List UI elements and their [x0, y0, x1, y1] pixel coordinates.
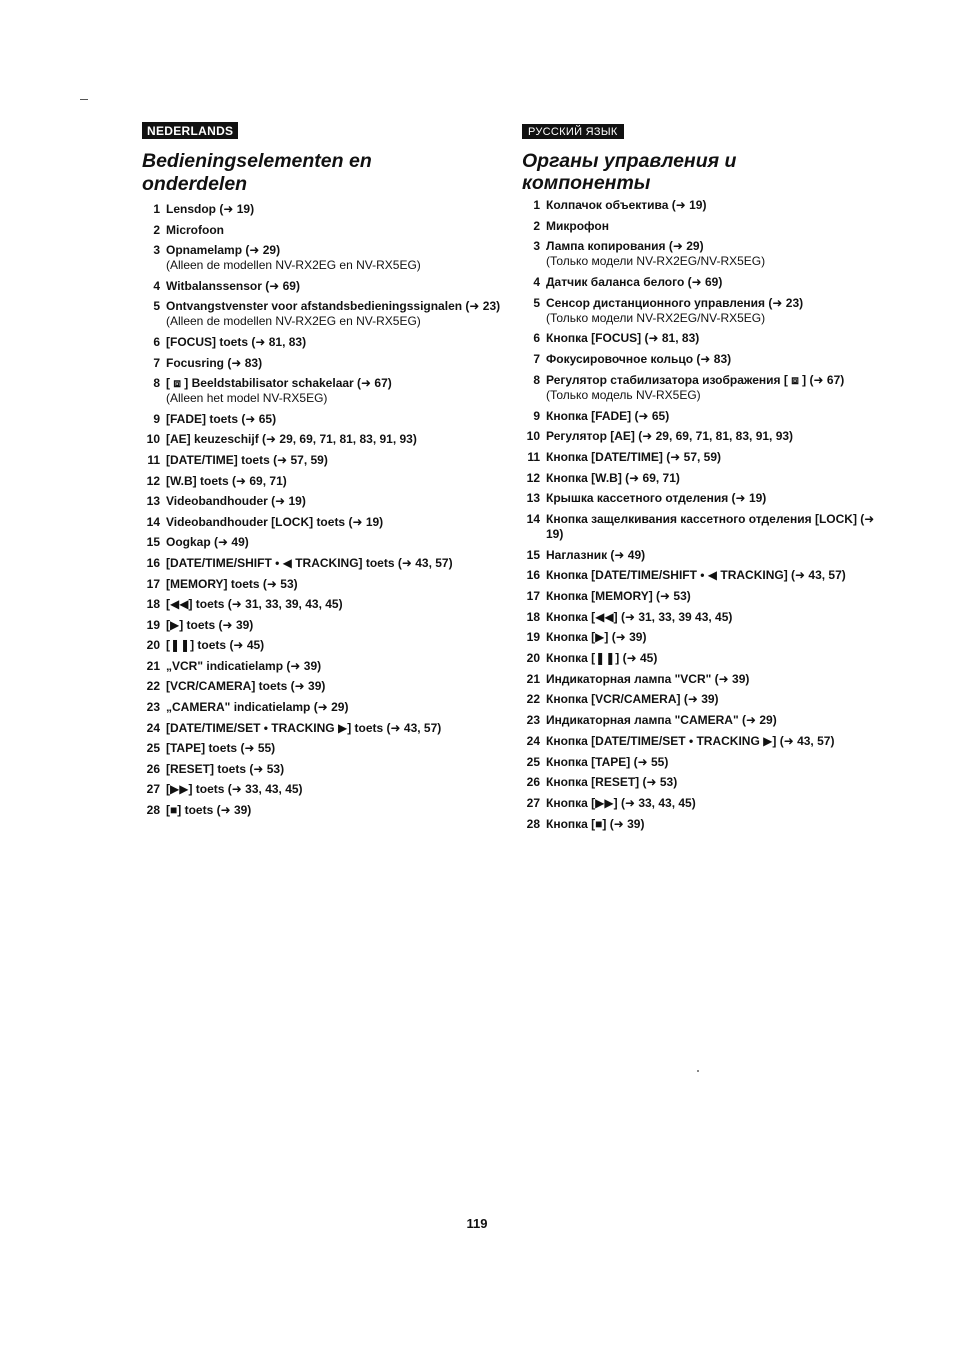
item-number: 28 [526, 816, 540, 831]
item-number: 6 [533, 331, 540, 346]
list-item [142, 356, 502, 371]
scan-mark [80, 99, 88, 100]
item-body [546, 409, 882, 424]
list-item [142, 762, 502, 777]
item-number: 26 [526, 775, 540, 790]
item-text: Кнопка [▶▶] (➜ 33, 43, 45) [546, 795, 696, 810]
item-number: 1 [153, 202, 160, 216]
item-text: Фокусировочное кольцо (➜ 83) [546, 352, 732, 367]
item-body [546, 692, 882, 707]
item-body [546, 568, 882, 583]
item-text: Videobandhouder [LOCK] toets (➜ 19) [166, 514, 384, 529]
list-item [522, 491, 882, 506]
list-item [522, 275, 882, 290]
list-item [142, 577, 502, 592]
item-body [166, 597, 502, 612]
item-text: Opnamelamp (➜ 29) [166, 243, 281, 258]
item-text: „VCR" indicatielamp (➜ 39) [166, 658, 322, 673]
list-item [142, 618, 502, 633]
title-line-2: onderdelen [142, 173, 248, 195]
item-number: 18 [146, 597, 160, 612]
item-number: 19 [526, 630, 540, 645]
item-note: (Alleen het model NV-RX5EG) [166, 391, 328, 406]
item-number: 20 [526, 651, 540, 666]
item-number: 22 [526, 692, 540, 707]
list-item [142, 535, 502, 550]
list-item [522, 239, 882, 269]
item-body [546, 775, 882, 790]
list-item [142, 474, 502, 489]
item-body [166, 700, 502, 715]
item-text: [❚❚] toets (➜ 45) [166, 638, 265, 653]
title-line-1: Bedieningselementen en [142, 150, 372, 172]
item-text: Кнопка [VCR/CAMERA] (➜ 39) [546, 692, 719, 707]
list-item [522, 331, 882, 346]
item-body [546, 651, 882, 666]
list-item [522, 548, 882, 563]
item-text: [DATE/TIME] toets (➜ 57, 59) [166, 452, 328, 467]
item-text: [VCR/CAMERA] toets (➜ 39) [166, 679, 326, 694]
section-title-ru [522, 150, 882, 194]
item-body [546, 713, 882, 728]
title-line-2: компоненты [522, 172, 651, 194]
item-number: 16 [146, 555, 160, 570]
russian-column [522, 122, 882, 837]
item-note: (Только модели NV-RX2EG/NV-RX5EG) [546, 310, 766, 325]
item-number: 23 [146, 700, 160, 715]
item-number: 14 [146, 514, 160, 529]
item-number: 9 [533, 408, 540, 423]
item-body [166, 376, 502, 406]
item-number: 4 [533, 275, 540, 290]
item-text: Videobandhouder (➜ 19) [166, 494, 306, 509]
item-text: Регулятор [AE] (➜ 29, 69, 71, 81, 83, 91, 93) [546, 429, 794, 444]
list-item [142, 432, 502, 447]
list-item [142, 721, 502, 736]
item-body [546, 296, 882, 326]
item-text: [FOCUS] toets (➜ 81, 83) [166, 334, 307, 349]
item-body [166, 453, 502, 468]
item-body [546, 512, 882, 542]
item-number: 2 [153, 222, 160, 237]
item-body [546, 548, 882, 563]
list-item [522, 610, 882, 625]
item-text: Регулятор стабилизатора изображения [ ⧈ ] (➜ 67) [546, 372, 845, 387]
title-line-1: Органы управления и [522, 150, 737, 172]
item-text: Сенсор дистанционного управления (➜ 23) [546, 295, 804, 310]
dutch-column [142, 122, 502, 824]
item-number: 22 [146, 679, 160, 694]
item-number: 11 [527, 449, 540, 464]
list-item [142, 556, 502, 571]
item-body [166, 535, 502, 550]
item-text: [AE] keuzeschijf (➜ 29, 69, 71, 81, 83, 91, 93) [166, 432, 417, 447]
item-body [546, 239, 882, 269]
scan-speck [697, 1070, 699, 1072]
list-item [522, 672, 882, 687]
item-body [166, 335, 502, 350]
item-text: Микрофон [546, 218, 609, 233]
item-text: Кнопка защелкивания кассетного отделения [LOCK] (➜ 19) [546, 511, 875, 541]
item-text: Колпачок объектива (➜ 19) [546, 198, 707, 212]
item-text: Кнопка [TAPE] (➜ 55) [546, 754, 669, 769]
item-number: 24 [146, 720, 160, 735]
list-item [522, 198, 882, 213]
item-body [166, 299, 502, 329]
item-body [546, 491, 882, 506]
list-item [142, 412, 502, 427]
item-text: Индикаторная лампа "CAMERA" (➜ 29) [546, 713, 777, 728]
list-item [522, 630, 882, 645]
list-item [142, 299, 502, 329]
item-number: 23 [526, 713, 540, 728]
item-number: 16 [526, 568, 540, 583]
item-body [546, 734, 882, 749]
page-number: 119 [466, 1216, 488, 1231]
language-tag-ru: РУССКИЙ ЯЗЫК [522, 124, 624, 139]
item-text: Кнопка [RESET] (➜ 53) [546, 775, 678, 790]
list-item [142, 638, 502, 653]
item-text: Лампа копирования (➜ 29) [546, 239, 704, 254]
item-number: 25 [526, 754, 540, 769]
item-number: 14 [526, 511, 540, 526]
item-number: 2 [533, 218, 540, 233]
item-note: (Только модели NV-RX2EG/NV-RX5EG) [546, 254, 766, 269]
item-body [166, 638, 502, 653]
item-number: 7 [533, 352, 540, 367]
list-item [522, 775, 882, 790]
item-body [166, 556, 502, 571]
list-item [522, 373, 882, 403]
list-item [142, 679, 502, 694]
list-item [522, 692, 882, 707]
list-item [522, 651, 882, 666]
item-number: 20 [146, 638, 160, 653]
item-number: 27 [146, 782, 160, 797]
item-text: [FADE] toets (➜ 65) [166, 411, 277, 426]
item-body [546, 198, 882, 213]
item-body [546, 817, 882, 832]
item-body [166, 741, 502, 756]
item-text: [▶] toets (➜ 39) [166, 617, 254, 632]
list-item [522, 471, 882, 486]
item-number: 15 [146, 535, 160, 550]
item-text: Кнопка [FOCUS] (➜ 81, 83) [546, 331, 700, 346]
item-body [166, 577, 502, 592]
item-text: Кнопка [W.B] (➜ 69, 71) [546, 470, 680, 485]
item-text: [▶▶] toets (➜ 33, 43, 45) [166, 782, 303, 797]
item-number: 3 [153, 243, 160, 258]
list-item [142, 515, 502, 530]
item-text: Кнопка [FADE] (➜ 65) [546, 408, 670, 423]
list-item [522, 796, 882, 811]
item-text: Кнопка [◀◀] (➜ 31, 33, 39 43, 45) [546, 609, 733, 624]
item-body [546, 630, 882, 645]
item-number: 12 [526, 470, 540, 485]
item-number: 18 [526, 609, 540, 624]
section-title-nl [142, 150, 502, 196]
item-body [546, 471, 882, 486]
item-body [546, 610, 882, 625]
list-item [522, 568, 882, 583]
item-text: Ontvangstvenster voor afstandsbedieningssignalen (➜ 23) [166, 299, 501, 314]
item-text: [DATE/TIME/SET • TRACKING ▶] toets (➜ 43, 57) [166, 720, 442, 735]
item-number: 28 [146, 803, 160, 818]
list-item [142, 376, 502, 406]
item-text: [◀◀] toets (➜ 31, 33, 39, 43, 45) [166, 597, 343, 612]
item-number: 11 [147, 452, 160, 467]
item-text: Датчик баланса белого (➜ 69) [546, 275, 723, 290]
item-number: 12 [146, 473, 160, 488]
item-number: 10 [146, 432, 160, 447]
item-number: 15 [526, 547, 540, 562]
list-item [142, 243, 502, 273]
list-item [522, 450, 882, 465]
list-item [142, 223, 502, 238]
item-text: Крышка кассетного отделения (➜ 19) [546, 491, 767, 506]
item-body [166, 356, 502, 371]
item-text: Кнопка [DATE/TIME/SET • TRACKING ▶] (➜ 43, 57) [546, 733, 835, 748]
item-text: [■] toets (➜ 39) [166, 803, 252, 818]
item-number: 26 [146, 761, 160, 776]
item-text: Кнопка [▶] (➜ 39) [546, 630, 647, 645]
item-number: 5 [533, 295, 540, 310]
item-text: Кнопка [DATE/TIME/SHIFT • ◀ TRACKING] (➜ 43, 57) [546, 568, 846, 583]
item-text: Кнопка [MEMORY] (➜ 53) [546, 589, 691, 603]
item-text: [W.B] toets (➜ 69, 71) [166, 473, 287, 488]
item-body [166, 515, 502, 530]
item-text: Индикаторная лампа "VCR" (➜ 39) [546, 671, 750, 686]
list-item [142, 453, 502, 468]
item-body [166, 223, 502, 238]
item-number: 1 [533, 198, 540, 212]
item-body [546, 331, 882, 346]
item-number: 3 [533, 239, 540, 254]
list-item [522, 817, 882, 832]
list-item [522, 713, 882, 728]
list-item [522, 755, 882, 770]
item-body [546, 796, 882, 811]
item-note: (Только модель NV-RX5EG) [546, 387, 701, 402]
list-item [522, 589, 882, 604]
list-item [522, 219, 882, 234]
item-text: [DATE/TIME/SHIFT • ◀ TRACKING] toets (➜ 43, 57) [166, 555, 453, 570]
item-number: 8 [153, 376, 160, 391]
list-item [142, 659, 502, 674]
parts-list-nl [142, 202, 502, 818]
item-body [166, 721, 502, 736]
item-body [166, 243, 502, 273]
item-text: Кнопка [❚❚] (➜ 45) [546, 651, 658, 666]
item-body [166, 618, 502, 633]
item-number: 4 [153, 278, 160, 293]
item-note: (Alleen de modellen NV-RX2EG en NV-RX5EG) [166, 314, 421, 329]
list-item [142, 803, 502, 818]
item-number: 7 [153, 355, 160, 370]
item-number: 21 [526, 671, 540, 686]
item-text: Oogkap (➜ 49) [166, 535, 249, 550]
item-body [166, 679, 502, 694]
item-number: 17 [526, 589, 540, 603]
item-note: (Alleen de modellen NV-RX2EG en NV-RX5EG) [166, 258, 421, 273]
list-item [142, 597, 502, 612]
item-text: „CAMERA" indicatielamp (➜ 29) [166, 700, 349, 715]
item-body [546, 373, 882, 403]
item-body [546, 219, 882, 234]
item-body [166, 474, 502, 489]
list-item [522, 734, 882, 749]
item-body [166, 659, 502, 674]
item-body [166, 762, 502, 777]
item-number: 27 [526, 795, 540, 810]
item-number: 10 [526, 429, 540, 444]
item-number: 5 [153, 299, 160, 314]
item-body [166, 494, 502, 509]
item-text: Кнопка [DATE/TIME] (➜ 57, 59) [546, 449, 722, 464]
list-item [522, 296, 882, 326]
item-text: [TAPE] toets (➜ 55) [166, 741, 276, 756]
list-item [522, 429, 882, 444]
item-number: 8 [533, 372, 540, 387]
item-number: 19 [146, 617, 160, 632]
list-item [522, 409, 882, 424]
item-number: 13 [526, 491, 540, 506]
list-item [142, 279, 502, 294]
item-body [166, 432, 502, 447]
item-body [546, 450, 882, 465]
item-body [546, 755, 882, 770]
item-body [166, 782, 502, 797]
list-item [142, 700, 502, 715]
list-item [142, 202, 502, 217]
item-text: [ ⧈ ] Beeldstabilisator schakelaar (➜ 67) [166, 376, 392, 391]
item-text: Focusring (➜ 83) [166, 355, 263, 370]
item-body [546, 589, 882, 604]
item-body [546, 429, 882, 444]
item-body [546, 352, 882, 367]
list-item [142, 741, 502, 756]
item-number: 13 [146, 494, 160, 509]
item-number: 17 [146, 576, 160, 591]
item-number: 24 [526, 733, 540, 748]
item-body [166, 412, 502, 427]
item-text: [RESET] toets (➜ 53) [166, 761, 285, 776]
list-item [522, 352, 882, 367]
item-text: Кнопка [■] (➜ 39) [546, 816, 645, 831]
list-item [142, 335, 502, 350]
item-text: Lensdop (➜ 19) [166, 202, 255, 216]
item-text: [MEMORY] toets (➜ 53) [166, 576, 298, 591]
list-item [522, 512, 882, 542]
item-number: 21 [146, 658, 160, 673]
item-body [546, 672, 882, 687]
item-body [546, 275, 882, 290]
list-item [142, 782, 502, 797]
item-number: 25 [146, 741, 160, 756]
item-number: 9 [153, 411, 160, 426]
item-text: Наглазник (➜ 49) [546, 547, 646, 562]
item-body [166, 279, 502, 294]
parts-list-ru [522, 198, 882, 832]
item-body [166, 202, 502, 217]
item-text: Witbalanssensor (➜ 69) [166, 278, 300, 293]
item-body [166, 803, 502, 818]
language-tag-nl: NEDERLANDS [142, 122, 238, 139]
item-text: Microfoon [166, 222, 224, 237]
list-item [142, 494, 502, 509]
item-number: 6 [153, 334, 160, 349]
